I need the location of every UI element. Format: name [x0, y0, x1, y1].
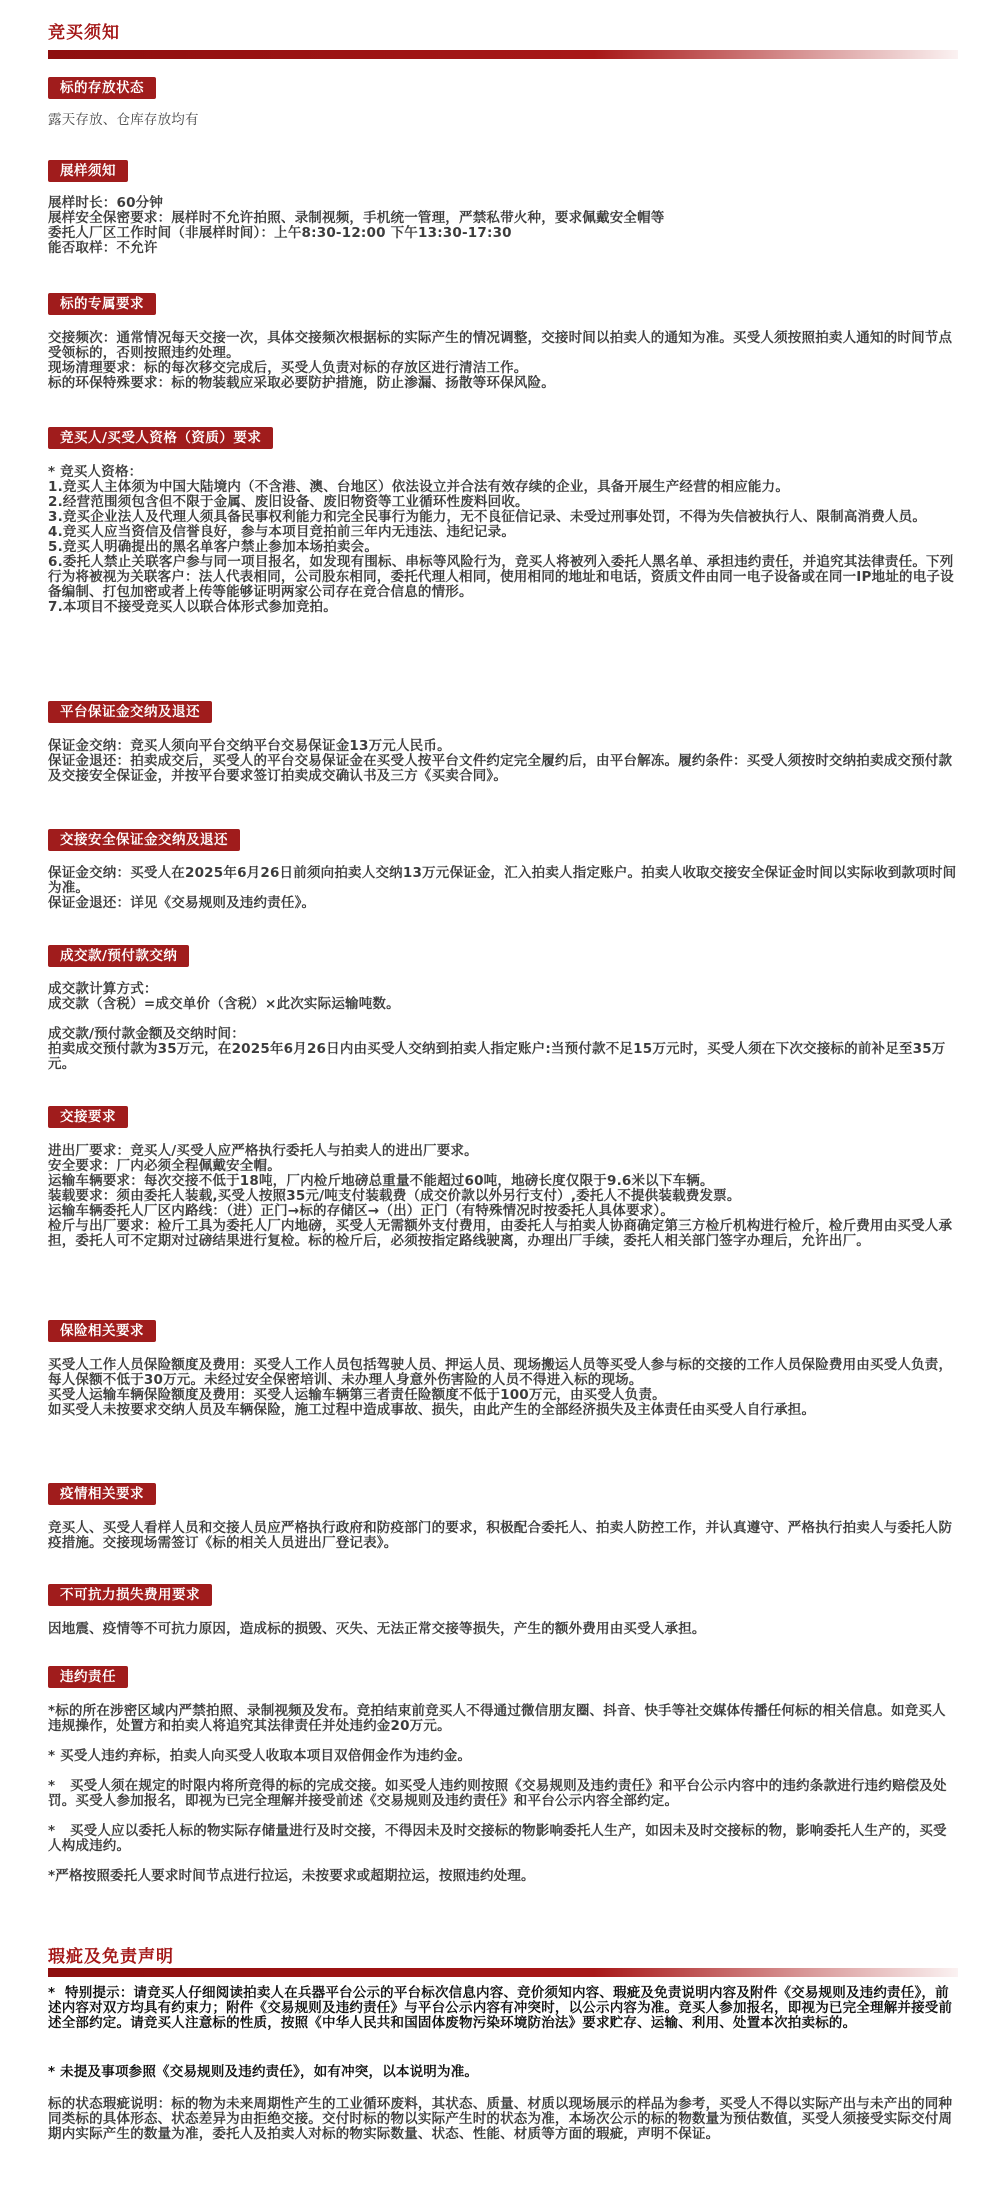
section-body-qualification: * 竞买人资格： 1.竞买人主体须为中国大陆境内（不含港、澳、台地区）依法设立并合法有效存续的企业，具备开展生产经营的相应能力。 2.经营范围须包含但不限于金属、废旧设备、废旧物资等工业循环性废料回收。 3.竞买企业法人及代理人须具备民事权利能力和完全民事行为能力，无不良征信记录、未受过刑事处罚，不得为失信被执行人、限制高消费人员。 4.竞买人应当资信及信誉良好，参与本项目竞拍前三年内无违法、违纪记录。 5.竞买人明确提出的黑名单客户禁止参加本场拍卖会。 6.委托人禁止关联客户参与同一项目报名，如发现有围标、串标等风险行为，竞买人将被列入委托人黑名单、承担违约责任，并追究其法律责任。下列行为将被视为关联客户：法人代表相同，公司股东相同，委托代理人相同，使用相同的地址和电话，资质文件由同一电子设备或在同一IP地址的电子设备编制、打包加密或者上传等能够证明两家公司存在竞合信息的情形。 7.本项目不接受竞买人以联合体形式参加竞拍。: [48, 464, 954, 615]
section-tag-force-majeure: 不可抗力损失费用要求: [48, 1584, 212, 1606]
section-tag-breach: 违约责任: [48, 1666, 128, 1688]
section-body-viewing: 展样时长：60分钟 展样安全保密要求：展样时不允许拍照、录制视频，手机统一管理，严禁私带火种，要求佩戴安全帽等 委托人厂区工作时间（非展样时间）：上午8:30-12:00 下午13:30-17:30 能否取样：不允许: [48, 195, 665, 256]
section-body-safety-deposit: 保证金交纳：买受人在2025年6月26日前须向拍卖人交纳13万元保证金，汇入拍卖人指定账户。拍卖人收取交接安全保证金时间以实际收到款项时间为准。 保证金退还：详见《交易规则及违约责任》。: [48, 865, 957, 911]
disclaimer-rule: [48, 1968, 958, 1977]
section-body-insurance: 买受人工作人员保险额度及费用：买受人工作人员包括驾驶人员、押运人员、现场搬运人员等买受人参与标的交接的工作人员保险费用由买受人负责，每人保额不低于30万元。未经过安全保密培训、未办理人身意外伤害险的人员不得进入标的现场。 买受人运输车辆保险额度及费用：买受人运输车辆第三者责任险额度不低于100万元，由买受人负责。 如买受人未按要求交纳人员及车辆保险，施工过程中造成事故、损失，由此产生的全部经济损失及主体责任由买受人自行承担。: [48, 1357, 953, 1418]
disclaimer-defect-statement: 标的状态瑕疵说明：标的物为未来周期性产生的工业循环废料，其状态、质量、材质以现场展示的样品为参考，买受人不得以实际产出与未产出的同种同类标的具体形态、状态差异为由拒绝交接。交付时标的物以实际产生时的状态为准，本场次公示的标的物数量为预估数值，买受人须接受实际交付周期内实际产生的数量为准，委托人及拍卖人对标的物实际数量、状态、性能、材质等方面的瑕疵，声明不保证。: [48, 2096, 953, 2142]
section-tag-viewing: 展样须知: [48, 160, 128, 182]
main-title: 竞买须知: [48, 23, 120, 43]
section-body-force-majeure: 因地震、疫情等不可抗力原因，造成标的损毁、灭失、无法正常交接等损失，产生的额外费用由买受人承担。: [48, 1621, 706, 1637]
section-body-storage: 露天存放、仓库存放均有: [48, 112, 199, 128]
disclaimer-special-notice: * 特别提示：请竞买人仔细阅读拍卖人在兵器平台公示的平台标次信息内容、竞价须知内容、瑕疵及免责说明内容及附件《交易规则及违约责任》，前述内容对双方均具有约束力；附件《交易规则及违约责任》与平台公示内容有冲突时，以公示内容为准。竞买人参加报名，即视为已完全理解并接受前述全部约定。请竞买人注意标的性质，按照《中华人民共和国固体废物污染环境防治法》要求贮存、运输、利用、处置本次拍卖标的。: [48, 1985, 953, 2031]
section-body-breach: *标的所在涉密区域内严禁拍照、录制视频及发布。竞拍结束前竞买人不得通过微信朋友圈、抖音、快手等社交媒体传播任何标的相关信息。如竞买人违规操作，处置方和拍卖人将追究其法律责任并处违约金20万元。 * 买受人违约弃标，拍卖人向买受人收取本项目双倍佣金作为违约金。 * 买受人须在规定的时限内将所竞得的标的完成交接。如买受人违约则按照《交易规则及违约责任》和平台公示内容中的违约条款进行违约赔偿及处罚。买受人参加报名，即视为已完全理解并接受前述《交易规则及违约责任》和平台公示内容全部约定。 * 买受人应以委托人标的物实际存储量进行及时交接，不得因未及时交接标的物影响委托人生产，如因未及时交接标的物，影响委托人生产的，买受人构成违约。 *严格按照委托人要求时间节点进行拉运，未按要求或超期拉运，按照违约处理。: [48, 1703, 947, 1884]
section-tag-insurance: 保险相关要求: [48, 1320, 156, 1342]
disclaimer-unmentioned-items: * 未提及事项参照《交易规则及违约责任》，如有冲突，以本说明为准。: [48, 2064, 479, 2080]
section-body-payment: 成交款计算方式： 成交款（含税）=成交单价（含税）×此次实际运输吨数。 成交款/预付款金额及交纳时间： 拍卖成交预付款为35万元，在2025年6月26日内由买受人交纳到拍卖人指定账户:当预付款不足15万元时，买受人须在下次交接标的前补足至35万元。: [48, 981, 946, 1072]
section-tag-epidemic: 疫情相关要求: [48, 1483, 156, 1505]
section-body-handover: 进出厂要求：竞买人/买受人应严格执行委托人与拍卖人的进出厂要求。 安全要求：厂内必须全程佩戴安全帽。 运输车辆要求：每次交接不低于18吨，厂内检斤地磅总重量不能超过60吨，地磅长度仅限于9.6米以下车辆。 装载要求：须由委托人装载,买受人按照35元/吨支付装载费（成交价款以外另行支付）,委托人不提供装载费发票。 运输车辆委托人厂区内路线：（进）正门→标的存储区→（出）正门（有特殊情况时按委托人具体要求）。 检斤与出厂要求：检斤工具为委托人厂内地磅，买受人无需额外支付费用，由委托人与拍卖人协商确定第三方检斤机构进行检斤，检斤费用由买受人承担，委托人可不定期对过磅结果进行复检。标的检斤后，必须按指定路线驶离，办理出厂手续，委托人相关部门签字办理后，允许出厂。: [48, 1143, 953, 1249]
section-tag-qualification: 竞买人/买受人资格（资质）要求: [48, 427, 273, 449]
section-tag-platform-deposit: 平台保证金交纳及退还: [48, 701, 212, 723]
title-rule: [48, 50, 958, 59]
section-tag-specific: 标的专属要求: [48, 293, 156, 315]
section-tag-handover: 交接要求: [48, 1106, 128, 1128]
section-tag-storage: 标的存放状态: [48, 77, 156, 99]
section-body-platform-deposit: 保证金交纳：竞买人须向平台交纳平台交易保证金13万元人民币。 保证金退还：拍卖成交后，买受人的平台交易保证金在买受人按平台文件约定完全履约后，由平台解冻。履约条件：买受人须按时交纳拍卖成交预付款及交接安全保证金，并按平台要求签订拍卖成交确认书及三方《买卖合同》。: [48, 738, 953, 784]
section-body-epidemic: 竞买人、买受人看样人员和交接人员应严格执行政府和防疫部门的要求，积极配合委托人、拍卖人防控工作，并认真遵守、严格执行拍卖人与委托人防疫措施。交接现场需签订《标的相关人员进出厂登记表》。: [48, 1520, 953, 1551]
disclaimer-title: 瑕疵及免责声明: [48, 1947, 174, 1967]
section-tag-payment: 成交款/预付款交纳: [48, 945, 189, 967]
section-body-specific: 交接频次：通常情况每天交接一次，具体交接频次根据标的实际产生的情况调整，交接时间以拍卖人的通知为准。买受人须按照拍卖人通知的时间节点受领标的，否则按照违约处理。 现场清理要求：标的每次移交完成后，买受人负责对标的存放区进行清洁工作。 标的环保特殊要求：标的物装载应采取必要防护措施，防止渗漏、扬散等环保风险。: [48, 330, 953, 391]
section-tag-safety-deposit: 交接安全保证金交纳及退还: [48, 829, 240, 851]
